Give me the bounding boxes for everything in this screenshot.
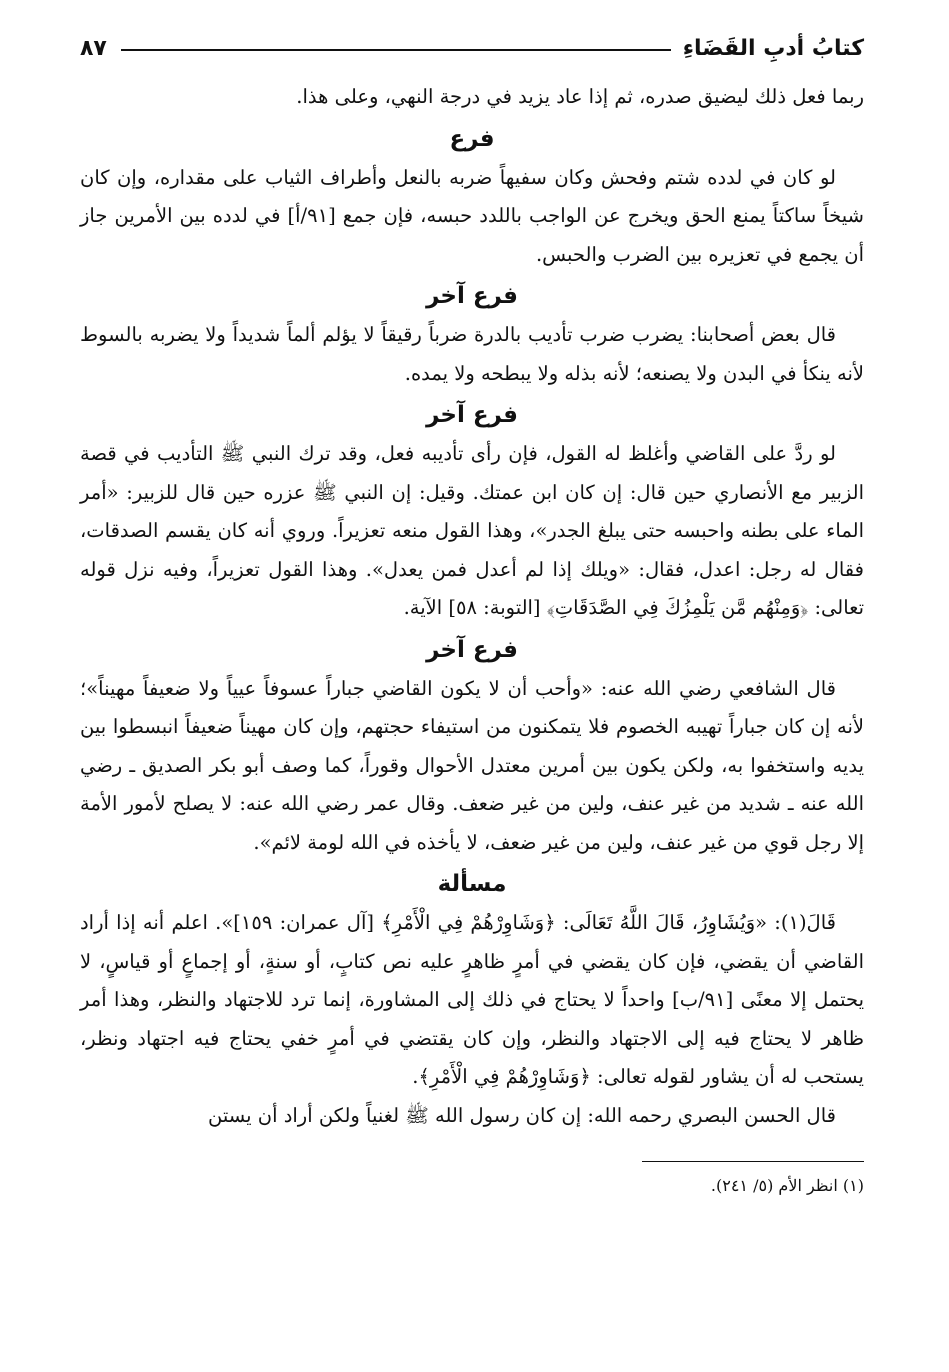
page-number: ٨٧ [80,35,107,61]
paragraph: لو ردَّ على القاضي وأغلظ له القول، فإن رأى تأديبه فعل، وقد ترك النبي ﷺ التأديب في قصة الزبير مع الأنصاري حين قال: إن كان ابن عمتك. وقيل: إن النبي ﷺ عزره حين قال للزبير: «أمر الماء على بطنه واحبسه حتى يبلغ الجدر»، وهذا القول منعه تعزيراً. وروي أنه كان يقسم الصدقات، فقال له رجل: اعدل، فقال: «ويلك إذا لم أعدل فمن يعدل». وهذا القول تعزيراً، وفيه نزل قوله تعالى: ﴿وَمِنْهُم مَّن يَلْمِزُكَ فِي الصَّدَقَاتِ﴾ [التوبة: ٥٨] الآية. [80,442,864,619]
paragraph: لو كان في لدده شتم وفحش وكان سفيهاً ضربه بالنعل وأطراف الثياب على مقداره، وإن كان شيخاً ساكتاً يمنع الحق ويخرج عن الواجب باللدد حبسه، فإن جمع [٩١/أ] في لدده بين الأمرين جاز أن يجمع في تعزيره بين الضرب والحبس. [80,165,864,266]
section-heading: مسألة [437,871,507,897]
section-heading: فرع آخر [426,636,518,663]
paragraph: ربما فعل ذلك ليضيق صدره، ثم إذا عاد يزيد في درجة النهي، وعلى هذا. [296,85,864,108]
header-rule [121,49,671,51]
footnote-rule [642,1161,864,1162]
section-heading: فرع آخر [426,402,518,428]
footnotes [80,1172,864,1200]
paragraph: قال الحسن البصري رحمه الله: إن كان رسول الله ﷺ لغنياً ولكن أراد أن يستن [208,1103,836,1127]
page-header [80,28,864,68]
paragraph: قَالَ(١): «وَيُشَاوِرُ، قَالَ اللَّهُ تَعَالَى: ﴿وَشَاوِرْهُمْ فِي الْأَمْرِ﴾ [آل عمران: ١٥٩]». اعلم أنه إذا أراد القاضي أن يقضي، فإن كان يقضي في أمرٍ ظاهرٍ عليه نص كتابٍ، أو سنةٍ، أو إجماعٍ أو قياسٍ، لا يحتمل إلا معنًى [٩١/ب] واحداً لا يحتاج في ذلك إلى المشاورة، إنما ترد للاجتهاد والنظر، وهذا أمر ظاهر لا يحتاج فيه إلى الاجتهاد والنظر، وإن كان يقتضي في أمرٍ خفي يحتاج فيه اجتهاد ونظر، يستحب له أن يشاور لقوله تعالى: ﴿وَشَاوِرْهُمْ فِي الْأَمْرِ﴾. [80,911,865,1088]
section-heading: فرع [449,125,495,152]
document-page [80,28,864,1200]
section-heading: فرع آخر [426,283,518,309]
paragraph: قال بعض أصحابنا: يضرب ضرب تأديب بالدرة ضرباً رقيقاً لا يؤلم ألماً شديداً ولا يضربه بالسوط لأنه ينكأ في البدن ولا يصنعه؛ لأنه بذله ولا يبطحه ولا يمده. [80,323,864,385]
paragraph: قال الشافعي رضي الله عنه: «وأحب أن لا يكون القاضي جباراً عسوفاً عيياً ولا ضعيفاً مهيناً»؛ لأنه إن كان جباراً تهيبه الخصوم فلا يتمكنون من استيفاء حجتهم، وإن كان مهيناً ضعيفاً انبسطوا بين يديه واستخفوا به، ولكن يكون بين أمرين معتدل الأحوال وقوراً، كما وصف أبو بكر الصديق ـ رضي الله عنه ـ شديد من غير عنف، ولين من غير ضعف. وقال عمر رضي الله عنه: لا يصلح لأمور الأمة إلا رجل قوي من غير عنف، ولين من غير ضعف، لا يأخذه في الله لومة لائم». [80,676,864,854]
running-title: كتابُ أدبِ القَضَاءِ [682,35,864,61]
body-text [80,78,864,1135]
footnote: (١) انظر الأم (٥/ ٢٤١). [710,1176,864,1195]
